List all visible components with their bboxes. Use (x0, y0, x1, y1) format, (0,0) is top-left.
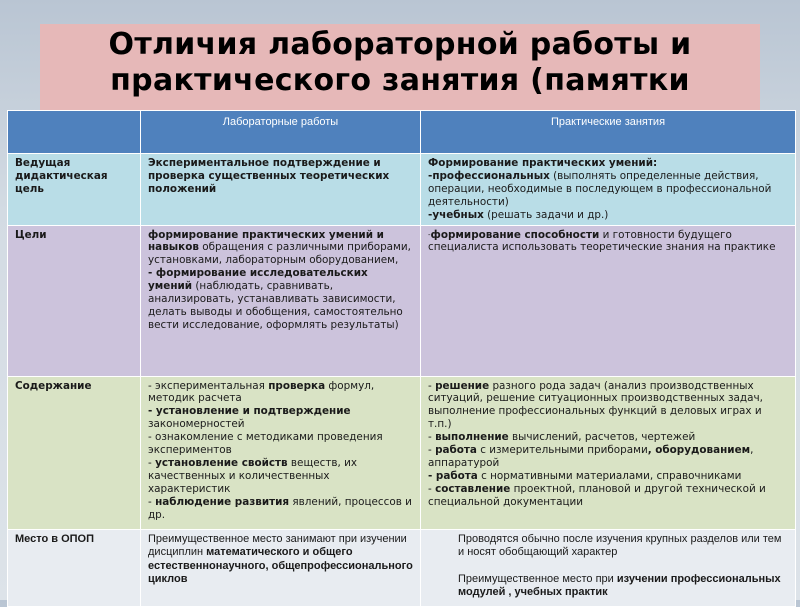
table-row-goal (8, 154, 796, 226)
header-row (8, 111, 796, 154)
header-practical-classes: Практические занятия (421, 111, 796, 154)
slide-title (40, 24, 760, 99)
list-item: - работа с измерительными приборами, оборудованием, аппаратурой (428, 444, 754, 469)
cell-aims-practice: -формирование способности и готовности будущего специалиста использовать теоретические знания на практике (421, 225, 796, 376)
list-item: - наблюдение развития явлений, процессов и др. (148, 495, 412, 521)
cell-goal-lab: Экспериментальное подтверждение и проверка существенных теоретических положений (141, 154, 421, 226)
title-line-1: Отличия лабораторной работы и (108, 27, 692, 62)
list-item: - работа с нормативными материалами, справочниками (428, 469, 742, 482)
row-label-place: Место в ОПОП (8, 529, 141, 606)
title-line-2: практического занятия (памятки (110, 63, 690, 98)
list-item: - установление и подтверждение закономерностей (148, 405, 351, 431)
header-empty (8, 111, 141, 154)
list-item: - составление проектной, плановой и другой технической и специальной документации (428, 482, 766, 508)
row-label-goal: Ведущая дидактическая цель (8, 154, 141, 226)
list-item: - ознакомление с методиками проведения экспериментов (148, 431, 383, 457)
table-row-place (8, 529, 796, 606)
header-lab-works: Лабораторные работы (141, 111, 421, 154)
cell-content-lab (141, 376, 421, 529)
row-label-content: Содержание (8, 376, 141, 529)
list-item: - экспериментальная проверка формул, методик расчета (148, 379, 375, 405)
list-item: - решение разного рода задач (анализ производственных ситуаций, решение ситуационных производственных задач, выполнение профессиональных функций в деловых играх и т.п.) (428, 379, 763, 431)
cell-goal-practice: Формирование практических умений: -профессиональных (выполнять определенные действия, операции, необходимые в последующем в профессиональной деятельности) -учебных (решать задачи и др.) (421, 154, 796, 226)
table-row-aims (8, 225, 796, 376)
list-item: - выполнение вычислений, расчетов, чертежей (428, 431, 696, 444)
cell-place-practice: Проводятся обычно после изучения крупных разделов или тем и носят обобщающий характер Преимущественное место при изучении профессиональных модулей , учебных практик (421, 529, 796, 606)
table-row-content (8, 376, 796, 529)
cell-content-practice (421, 376, 796, 529)
list-item: - установление свойств веществ, их качественных и количественных характеристик (148, 456, 358, 495)
row-label-aims: Цели (8, 225, 141, 376)
comparison-table (7, 110, 796, 607)
cell-aims-lab: формирование практических умений и навыков обращения с различными приборами, установками, лабораторным оборудованием, - формирование исследовательских умений (наблюдать, сравнивать, анализировать, устанавливать зависимости, делать выводы и обобщения, самостоятельно вести исследование, оформлять результаты) (141, 225, 421, 376)
cell-place-lab: Преимущественное место занимают при изучении дисциплин математического и общего естественнонаучного, общепрофессионального циклов (141, 529, 421, 606)
